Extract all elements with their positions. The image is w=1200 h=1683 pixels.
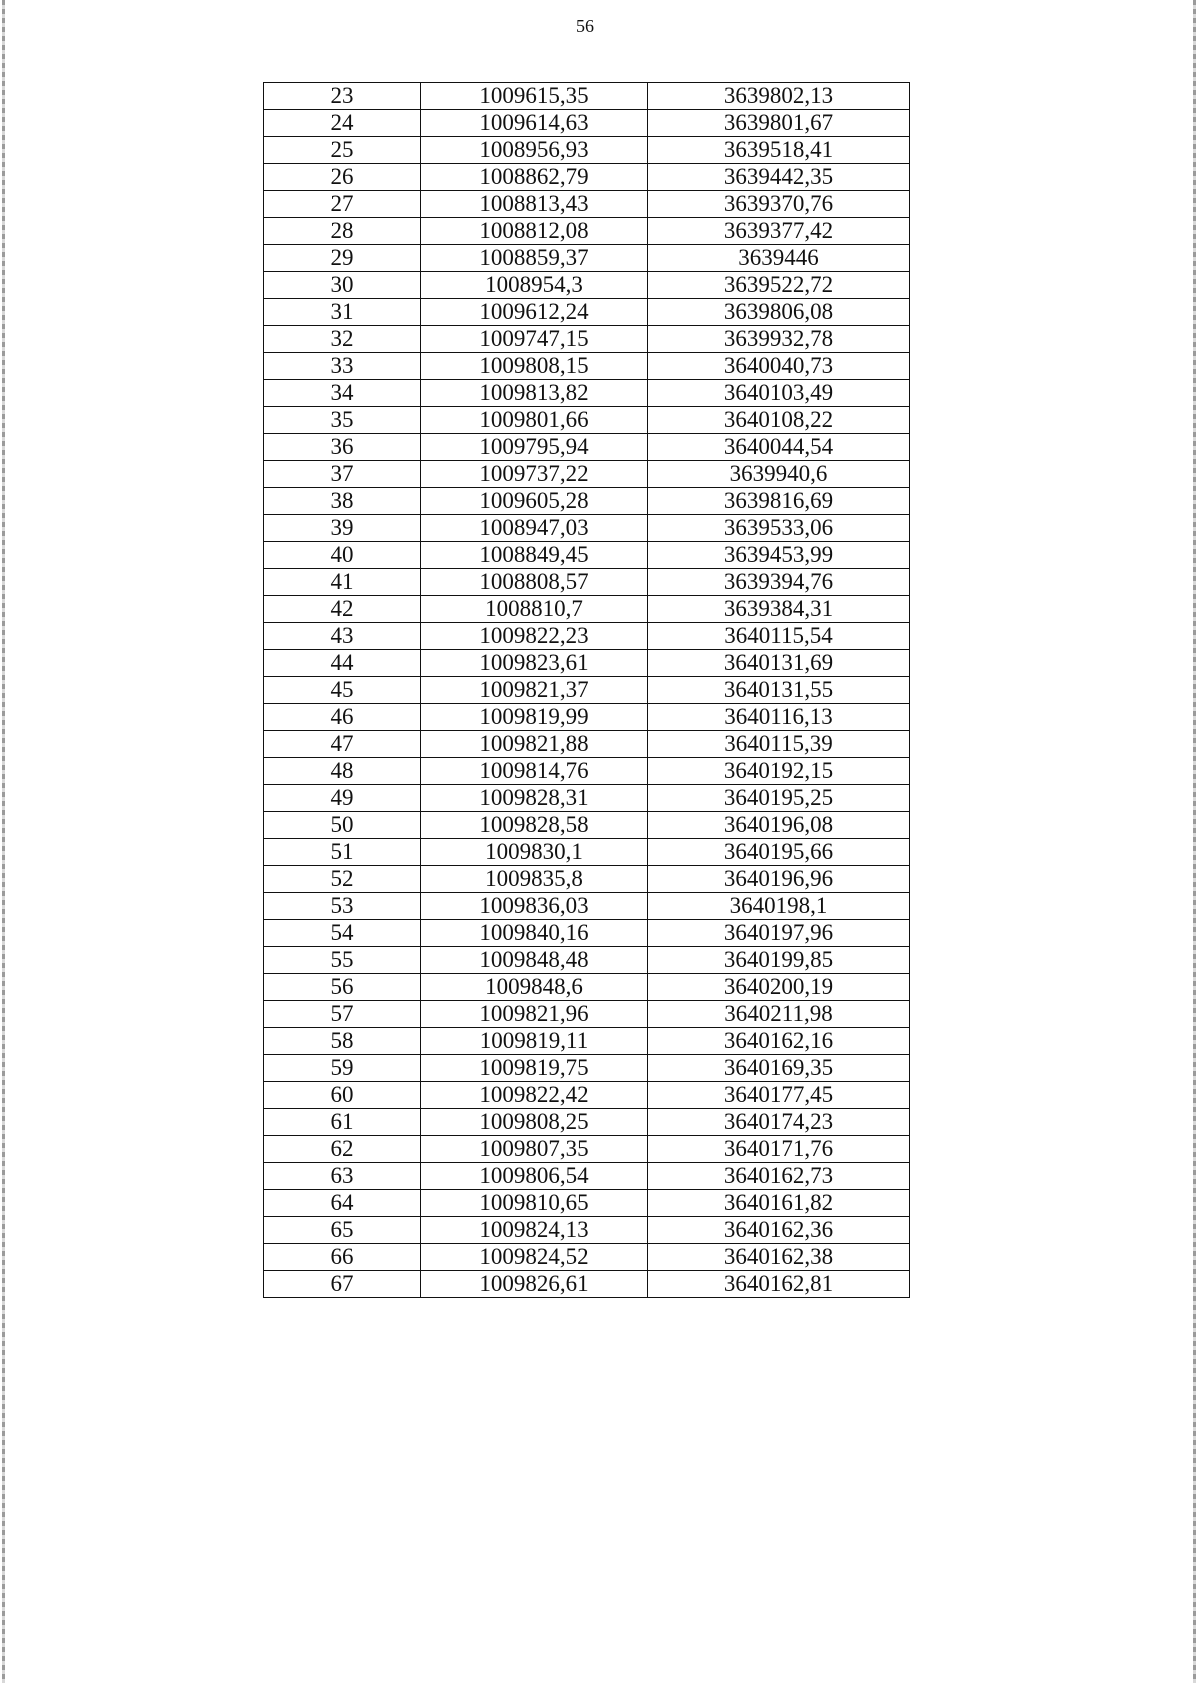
point-number-cell: 65 [264, 1217, 421, 1244]
table-row [264, 245, 910, 272]
y-coordinate-cell: 3639801,67 [648, 110, 910, 137]
y-coordinate-cell: 3640195,25 [648, 785, 910, 812]
scan-edge-left [2, 0, 5, 1683]
y-coordinate-cell: 3639442,35 [648, 164, 910, 191]
point-number-cell: 27 [264, 191, 421, 218]
y-coordinate-cell: 3639533,06 [648, 515, 910, 542]
point-number-cell: 66 [264, 1244, 421, 1271]
y-coordinate-cell: 3640198,1 [648, 893, 910, 920]
table-row [264, 353, 910, 380]
x-coordinate-cell: 1009823,61 [421, 650, 648, 677]
y-coordinate-cell: 3640162,36 [648, 1217, 910, 1244]
table-row [264, 110, 910, 137]
point-number-cell: 48 [264, 758, 421, 785]
x-coordinate-cell: 1009813,82 [421, 380, 648, 407]
point-number-cell: 63 [264, 1163, 421, 1190]
x-coordinate-cell: 1008862,79 [421, 164, 648, 191]
point-number-cell: 55 [264, 947, 421, 974]
table-row [264, 218, 910, 245]
table-row [264, 1028, 910, 1055]
point-number-cell: 57 [264, 1001, 421, 1028]
x-coordinate-cell: 1009612,24 [421, 299, 648, 326]
table-row [264, 137, 910, 164]
point-number-cell: 36 [264, 434, 421, 461]
x-coordinate-cell: 1009795,94 [421, 434, 648, 461]
x-coordinate-cell: 1009807,35 [421, 1136, 648, 1163]
table-row [264, 542, 910, 569]
y-coordinate-cell: 3639394,76 [648, 569, 910, 596]
point-number-cell: 28 [264, 218, 421, 245]
point-number-cell: 33 [264, 353, 421, 380]
y-coordinate-cell: 3639384,31 [648, 596, 910, 623]
x-coordinate-cell: 1009822,42 [421, 1082, 648, 1109]
table-row [264, 299, 910, 326]
y-coordinate-cell: 3640162,16 [648, 1028, 910, 1055]
x-coordinate-cell: 1009840,16 [421, 920, 648, 947]
x-coordinate-cell: 1008812,08 [421, 218, 648, 245]
x-coordinate-cell: 1009835,8 [421, 866, 648, 893]
x-coordinate-cell: 1009824,13 [421, 1217, 648, 1244]
point-number-cell: 43 [264, 623, 421, 650]
y-coordinate-cell: 3640171,76 [648, 1136, 910, 1163]
table-row [264, 758, 910, 785]
x-coordinate-cell: 1009848,48 [421, 947, 648, 974]
x-coordinate-cell: 1009615,35 [421, 83, 648, 110]
table-row [264, 623, 910, 650]
table-row [264, 1163, 910, 1190]
y-coordinate-cell: 3640169,35 [648, 1055, 910, 1082]
point-number-cell: 59 [264, 1055, 421, 1082]
point-number-cell: 29 [264, 245, 421, 272]
y-coordinate-cell: 3640040,73 [648, 353, 910, 380]
table-row [264, 380, 910, 407]
x-coordinate-cell: 1009806,54 [421, 1163, 648, 1190]
point-number-cell: 45 [264, 677, 421, 704]
point-number-cell: 58 [264, 1028, 421, 1055]
x-coordinate-cell: 1009810,65 [421, 1190, 648, 1217]
y-coordinate-cell: 3640196,96 [648, 866, 910, 893]
x-coordinate-cell: 1009814,76 [421, 758, 648, 785]
y-coordinate-cell: 3639816,69 [648, 488, 910, 515]
table-row [264, 677, 910, 704]
table-row [264, 731, 910, 758]
point-number-cell: 56 [264, 974, 421, 1001]
point-number-cell: 41 [264, 569, 421, 596]
y-coordinate-cell: 3639522,72 [648, 272, 910, 299]
point-number-cell: 44 [264, 650, 421, 677]
x-coordinate-cell: 1009826,61 [421, 1271, 648, 1298]
x-coordinate-cell: 1009821,88 [421, 731, 648, 758]
y-coordinate-cell: 3639453,99 [648, 542, 910, 569]
y-coordinate-cell: 3640196,08 [648, 812, 910, 839]
point-number-cell: 49 [264, 785, 421, 812]
table-row [264, 1271, 910, 1298]
coordinates-table [263, 82, 910, 1298]
page-number: 56 [576, 16, 594, 36]
point-number-cell: 50 [264, 812, 421, 839]
y-coordinate-cell: 3640116,13 [648, 704, 910, 731]
x-coordinate-cell: 1008954,3 [421, 272, 648, 299]
y-coordinate-cell: 3640177,45 [648, 1082, 910, 1109]
point-number-cell: 23 [264, 83, 421, 110]
table-row [264, 461, 910, 488]
point-number-cell: 52 [264, 866, 421, 893]
table-row [264, 1136, 910, 1163]
point-number-cell: 51 [264, 839, 421, 866]
table-row [264, 812, 910, 839]
scan-edge-right [1193, 0, 1196, 1683]
y-coordinate-cell: 3640197,96 [648, 920, 910, 947]
x-coordinate-cell: 1009821,37 [421, 677, 648, 704]
table-row [264, 83, 910, 110]
y-coordinate-cell: 3640108,22 [648, 407, 910, 434]
table-row [264, 866, 910, 893]
x-coordinate-cell: 1009828,31 [421, 785, 648, 812]
x-coordinate-cell: 1009821,96 [421, 1001, 648, 1028]
point-number-cell: 60 [264, 1082, 421, 1109]
x-coordinate-cell: 1008947,03 [421, 515, 648, 542]
y-coordinate-cell: 3639377,42 [648, 218, 910, 245]
point-number-cell: 64 [264, 1190, 421, 1217]
table-row [264, 839, 910, 866]
coordinates-table-body [264, 83, 910, 1298]
y-coordinate-cell: 3640211,98 [648, 1001, 910, 1028]
point-number-cell: 67 [264, 1271, 421, 1298]
x-coordinate-cell: 1008813,43 [421, 191, 648, 218]
y-coordinate-cell: 3640162,38 [648, 1244, 910, 1271]
table-row [264, 1217, 910, 1244]
table-row [264, 974, 910, 1001]
x-coordinate-cell: 1009801,66 [421, 407, 648, 434]
y-coordinate-cell: 3639932,78 [648, 326, 910, 353]
x-coordinate-cell: 1009836,03 [421, 893, 648, 920]
point-number-cell: 25 [264, 137, 421, 164]
x-coordinate-cell: 1009737,22 [421, 461, 648, 488]
y-coordinate-cell: 3640044,54 [648, 434, 910, 461]
point-number-cell: 54 [264, 920, 421, 947]
table-row [264, 1244, 910, 1271]
y-coordinate-cell: 3640199,85 [648, 947, 910, 974]
x-coordinate-cell: 1009819,11 [421, 1028, 648, 1055]
x-coordinate-cell: 1009830,1 [421, 839, 648, 866]
point-number-cell: 31 [264, 299, 421, 326]
table-row [264, 785, 910, 812]
x-coordinate-cell: 1008956,93 [421, 137, 648, 164]
point-number-cell: 38 [264, 488, 421, 515]
table-row [264, 650, 910, 677]
y-coordinate-cell: 3640195,66 [648, 839, 910, 866]
y-coordinate-cell: 3639940,6 [648, 461, 910, 488]
x-coordinate-cell: 1009747,15 [421, 326, 648, 353]
y-coordinate-cell: 3640131,55 [648, 677, 910, 704]
x-coordinate-cell: 1009819,99 [421, 704, 648, 731]
point-number-cell: 35 [264, 407, 421, 434]
x-coordinate-cell: 1008849,45 [421, 542, 648, 569]
y-coordinate-cell: 3640162,73 [648, 1163, 910, 1190]
point-number-cell: 47 [264, 731, 421, 758]
y-coordinate-cell: 3640103,49 [648, 380, 910, 407]
x-coordinate-cell: 1009605,28 [421, 488, 648, 515]
point-number-cell: 32 [264, 326, 421, 353]
y-coordinate-cell: 3639518,41 [648, 137, 910, 164]
y-coordinate-cell: 3639446 [648, 245, 910, 272]
x-coordinate-cell: 1008859,37 [421, 245, 648, 272]
point-number-cell: 26 [264, 164, 421, 191]
table-row [264, 704, 910, 731]
table-row [264, 272, 910, 299]
y-coordinate-cell: 3640174,23 [648, 1109, 910, 1136]
point-number-cell: 46 [264, 704, 421, 731]
table-row [264, 326, 910, 353]
point-number-cell: 24 [264, 110, 421, 137]
y-coordinate-cell: 3640115,39 [648, 731, 910, 758]
table-row [264, 920, 910, 947]
y-coordinate-cell: 3639802,13 [648, 83, 910, 110]
x-coordinate-cell: 1008810,7 [421, 596, 648, 623]
y-coordinate-cell: 3640162,81 [648, 1271, 910, 1298]
y-coordinate-cell: 3640131,69 [648, 650, 910, 677]
x-coordinate-cell: 1008808,57 [421, 569, 648, 596]
y-coordinate-cell: 3639806,08 [648, 299, 910, 326]
x-coordinate-cell: 1009819,75 [421, 1055, 648, 1082]
x-coordinate-cell: 1009824,52 [421, 1244, 648, 1271]
point-number-cell: 37 [264, 461, 421, 488]
x-coordinate-cell: 1009614,63 [421, 110, 648, 137]
y-coordinate-cell: 3640115,54 [648, 623, 910, 650]
table-row [264, 1082, 910, 1109]
x-coordinate-cell: 1009848,6 [421, 974, 648, 1001]
table-row [264, 1055, 910, 1082]
point-number-cell: 53 [264, 893, 421, 920]
table-row [264, 488, 910, 515]
x-coordinate-cell: 1009808,25 [421, 1109, 648, 1136]
point-number-cell: 40 [264, 542, 421, 569]
point-number-cell: 61 [264, 1109, 421, 1136]
point-number-cell: 34 [264, 380, 421, 407]
y-coordinate-cell: 3639370,76 [648, 191, 910, 218]
point-number-cell: 42 [264, 596, 421, 623]
y-coordinate-cell: 3640192,15 [648, 758, 910, 785]
table-row [264, 1109, 910, 1136]
table-row [264, 515, 910, 542]
point-number-cell: 30 [264, 272, 421, 299]
table-row [264, 191, 910, 218]
table-row [264, 569, 910, 596]
table-row [264, 1190, 910, 1217]
table-row [264, 1001, 910, 1028]
table-row [264, 596, 910, 623]
table-row [264, 434, 910, 461]
point-number-cell: 39 [264, 515, 421, 542]
point-number-cell: 62 [264, 1136, 421, 1163]
x-coordinate-cell: 1009828,58 [421, 812, 648, 839]
x-coordinate-cell: 1009808,15 [421, 353, 648, 380]
y-coordinate-cell: 3640161,82 [648, 1190, 910, 1217]
y-coordinate-cell: 3640200,19 [648, 974, 910, 1001]
table-row [264, 947, 910, 974]
table-row [264, 893, 910, 920]
x-coordinate-cell: 1009822,23 [421, 623, 648, 650]
table-row [264, 164, 910, 191]
table-row [264, 407, 910, 434]
